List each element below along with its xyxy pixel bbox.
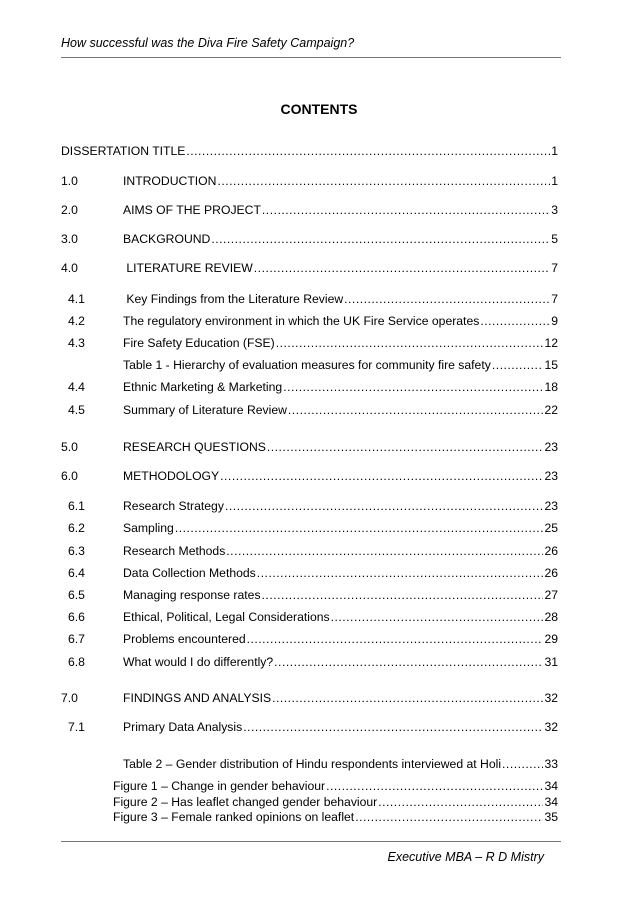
toc-entry-number: 4.3 bbox=[68, 336, 85, 350]
toc-entry-leader bbox=[344, 291, 550, 307]
toc-entry-number: 4.1 bbox=[68, 292, 85, 306]
toc-entry[interactable] bbox=[68, 543, 558, 559]
toc-entry[interactable] bbox=[68, 565, 558, 581]
toc-entry[interactable] bbox=[68, 498, 558, 514]
toc-entry-text: Summary of Literature Review bbox=[123, 403, 287, 417]
toc-entry-number: 6.1 bbox=[68, 499, 85, 513]
toc-entry-page: 28 bbox=[544, 610, 558, 624]
toc-entry-number: 4.4 bbox=[68, 380, 85, 394]
toc-entry-page: 34 bbox=[544, 795, 558, 809]
toc-entry-number: 6.4 bbox=[68, 566, 85, 580]
toc-entry-text: Research Strategy bbox=[123, 499, 224, 513]
toc-entry-number: 3.0 bbox=[61, 232, 78, 246]
toc-entry[interactable] bbox=[113, 794, 558, 810]
toc-entry-page: 29 bbox=[544, 632, 558, 646]
toc-entry-number: 7.1 bbox=[68, 720, 85, 734]
toc-entry-leader bbox=[267, 439, 544, 455]
toc-entry[interactable] bbox=[61, 690, 558, 706]
toc-entry-text: Fire Safety Education (FSE) bbox=[123, 336, 275, 350]
toc-entry-text: DISSERTATION TITLE bbox=[61, 144, 186, 158]
toc-entry-text: Ethical, Political, Legal Considerations bbox=[123, 610, 330, 624]
toc-entry[interactable] bbox=[68, 654, 558, 670]
toc-entry[interactable] bbox=[68, 291, 558, 307]
toc-entry-page: 9 bbox=[551, 314, 558, 328]
toc-entry-number: 7.0 bbox=[61, 691, 78, 705]
toc-entry[interactable] bbox=[61, 143, 558, 159]
toc-entry[interactable] bbox=[61, 260, 558, 276]
toc-entry-leader bbox=[326, 778, 543, 794]
toc-entry-leader bbox=[331, 609, 544, 625]
toc-entry[interactable] bbox=[68, 719, 558, 735]
toc-entry-text: Table 2 – Gender distribution of Hindu respondents interviewed at Holi bbox=[123, 757, 502, 771]
toc-entry-leader bbox=[226, 543, 543, 559]
toc-entry-page: 34 bbox=[544, 779, 558, 793]
toc-entry-page: 33 bbox=[544, 757, 558, 771]
toc-entry-page: 22 bbox=[544, 403, 558, 417]
toc-entry-number: 6.5 bbox=[68, 588, 85, 602]
toc-entry-text: INTRODUCTION bbox=[123, 174, 217, 188]
toc-entry-number: 4.2 bbox=[68, 314, 85, 328]
toc-entry-leader bbox=[262, 202, 550, 218]
toc-entry-leader bbox=[276, 335, 544, 351]
toc-entry[interactable] bbox=[113, 809, 558, 825]
toc-entry-text: Key Findings from the Literature Review bbox=[123, 292, 344, 306]
toc-entry-text: Table 1 - Hierarchy of evaluation measures for community fire safety bbox=[123, 358, 491, 372]
toc-entry[interactable] bbox=[123, 357, 558, 373]
contents-title: CONTENTS bbox=[280, 101, 358, 117]
toc-entry[interactable] bbox=[61, 231, 558, 247]
toc-entry-number: 1.0 bbox=[61, 174, 78, 188]
toc-entry-leader bbox=[217, 173, 550, 189]
toc-entry-page: 23 bbox=[544, 499, 558, 513]
toc-entry-leader bbox=[355, 809, 543, 825]
toc-entry-number: 6.7 bbox=[68, 632, 85, 646]
toc-entry[interactable] bbox=[68, 520, 558, 536]
toc-entry-leader bbox=[257, 565, 544, 581]
toc-entry-leader bbox=[225, 498, 544, 514]
toc-entry-text: Research Methods bbox=[123, 544, 226, 558]
toc-entry-number: 4.5 bbox=[68, 403, 85, 417]
toc-entry-leader bbox=[220, 468, 543, 484]
toc-entry[interactable] bbox=[68, 631, 558, 647]
toc-entry-text: Managing response rates bbox=[123, 588, 261, 602]
toc-entry-text: Sampling bbox=[123, 521, 174, 535]
toc-entry-text: What would I do differently? bbox=[123, 655, 274, 669]
toc-entry-leader bbox=[480, 313, 550, 329]
running-footer: Executive MBA – R D Mistry bbox=[387, 850, 544, 864]
toc-entry-leader bbox=[274, 654, 543, 670]
toc-entry-text: BACKGROUND bbox=[123, 232, 211, 246]
toc-entry-text: The regulatory environment in which the UK Fire Service operates bbox=[123, 314, 480, 328]
toc-entry-leader bbox=[378, 794, 543, 810]
toc-entry-leader bbox=[186, 143, 550, 159]
toc-entry-text: AIMS OF THE PROJECT bbox=[123, 203, 261, 217]
toc-entry-text: LITERATURE REVIEW bbox=[123, 261, 253, 275]
toc-entry-number: 6.8 bbox=[68, 655, 85, 669]
toc-entry-text: Ethnic Marketing & Marketing bbox=[123, 380, 283, 394]
toc-entry-number: 6.2 bbox=[68, 521, 85, 535]
toc-entry[interactable] bbox=[68, 335, 558, 351]
toc-entry-text: Problems encountered bbox=[123, 632, 246, 646]
toc-entry-text: Primary Data Analysis bbox=[123, 720, 243, 734]
toc-entry-number: 6.0 bbox=[61, 469, 78, 483]
toc-entry-leader bbox=[247, 631, 544, 647]
toc-entry-page: 35 bbox=[544, 810, 558, 824]
toc-entry-leader bbox=[492, 357, 544, 373]
toc-entry-leader bbox=[211, 231, 550, 247]
toc-entry-number: 6.6 bbox=[68, 610, 85, 624]
toc-entry-page: 12 bbox=[544, 336, 558, 350]
toc-entry-page: 7 bbox=[551, 261, 558, 275]
toc-entry-page: 1 bbox=[551, 144, 558, 158]
toc-entry-page: 26 bbox=[544, 566, 558, 580]
toc-entry[interactable] bbox=[68, 313, 558, 329]
toc-entry-text: METHODOLOGY bbox=[123, 469, 220, 483]
toc-entry[interactable] bbox=[61, 173, 558, 189]
toc-entry[interactable] bbox=[68, 379, 558, 395]
toc-entry-page: 26 bbox=[544, 544, 558, 558]
toc-entry-page: 18 bbox=[544, 380, 558, 394]
toc-entry[interactable] bbox=[61, 439, 558, 455]
toc-entry[interactable] bbox=[61, 468, 558, 484]
toc-entry-leader bbox=[243, 719, 543, 735]
toc-entry-page: 32 bbox=[544, 691, 558, 705]
toc-entry-page: 15 bbox=[544, 358, 558, 372]
toc-entry-text: Figure 1 – Change in gender behaviour bbox=[113, 779, 326, 793]
toc-entry-page: 25 bbox=[544, 521, 558, 535]
toc-entry-text: Data Collection Methods bbox=[123, 566, 256, 580]
footer-rule bbox=[61, 841, 561, 842]
toc-entry-leader bbox=[262, 587, 544, 603]
toc-entry[interactable] bbox=[123, 756, 558, 772]
toc-entry-leader bbox=[502, 756, 543, 772]
toc-entry-leader bbox=[254, 260, 550, 276]
toc-entry-page: 7 bbox=[551, 292, 558, 306]
header-rule bbox=[61, 57, 561, 58]
running-header: How successful was the Diva Fire Safety Campaign? bbox=[61, 36, 355, 50]
toc-entry-text: Figure 3 – Female ranked opinions on leaflet bbox=[113, 810, 355, 824]
toc-entry[interactable] bbox=[68, 587, 558, 603]
toc-entry-page: 31 bbox=[544, 655, 558, 669]
toc-entry-page: 32 bbox=[544, 720, 558, 734]
toc-entry-leader bbox=[288, 402, 544, 418]
toc-entry[interactable] bbox=[61, 202, 558, 218]
toc-entry-text: RESEARCH QUESTIONS bbox=[123, 440, 266, 454]
toc-entry-page: 5 bbox=[551, 232, 558, 246]
toc-entry-number: 6.3 bbox=[68, 544, 85, 558]
toc-entry-text: Figure 2 – Has leaflet changed gender behaviour bbox=[113, 795, 378, 809]
toc-entry-leader bbox=[283, 379, 543, 395]
toc-entry-page: 23 bbox=[544, 440, 558, 454]
toc-entry-leader bbox=[175, 520, 544, 536]
toc-entry[interactable] bbox=[68, 609, 558, 625]
toc-entry-page: 1 bbox=[551, 174, 558, 188]
toc-entry-page: 23 bbox=[544, 469, 558, 483]
toc-entry-page: 27 bbox=[544, 588, 558, 602]
toc-entry-number: 5.0 bbox=[61, 440, 78, 454]
toc-entry-number: 2.0 bbox=[61, 203, 78, 217]
toc-entry[interactable] bbox=[113, 778, 558, 794]
toc-entry-leader bbox=[272, 690, 543, 706]
toc-entry-text: FINDINGS AND ANALYSIS bbox=[123, 691, 272, 705]
toc-entry-number: 4.0 bbox=[61, 261, 78, 275]
toc-entry[interactable] bbox=[68, 402, 558, 418]
toc-entry-page: 3 bbox=[551, 203, 558, 217]
